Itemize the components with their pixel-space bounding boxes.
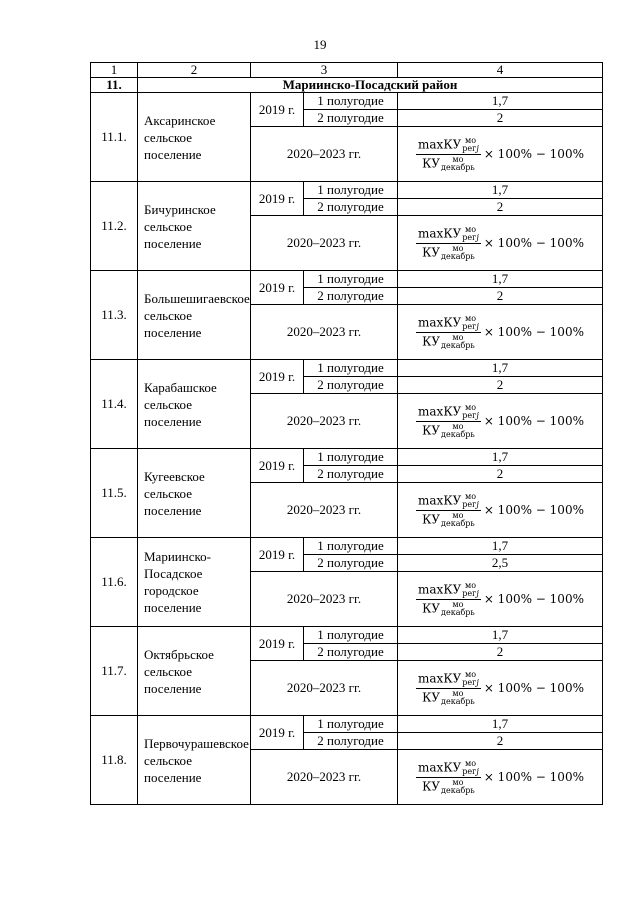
denominator-sub: декабрь xyxy=(441,785,475,795)
formula-fraction xyxy=(416,315,481,350)
value-half-1: 1,7 xyxy=(398,93,603,110)
formula xyxy=(416,671,584,706)
formula-cell xyxy=(398,750,603,805)
half-year-1: 1 полугодие xyxy=(304,538,398,555)
formula-rest: × 100% − 100% xyxy=(483,770,584,784)
period-cell: 2020–2023 гг. xyxy=(251,216,398,271)
formula-numerator xyxy=(416,404,481,422)
formula-rest: × 100% − 100% xyxy=(483,236,584,250)
denominator-sub: декабрь xyxy=(441,696,475,706)
numerator-sup: мо xyxy=(465,758,477,768)
numerator-sub: рег xyxy=(462,766,477,776)
value-half-1: 1,7 xyxy=(398,627,603,644)
numerator-base: maxКУ xyxy=(418,760,462,774)
formula-cell xyxy=(398,305,603,360)
numerator-base: maxКУ xyxy=(418,582,462,596)
section-title: Мариинско-Посадский район xyxy=(138,78,603,93)
year-cell: 2019 г. xyxy=(251,360,304,394)
formula xyxy=(416,404,584,439)
section-number: 11. xyxy=(91,78,138,93)
value-half-2: 2 xyxy=(398,288,603,305)
period-cell: 2020–2023 гг. xyxy=(251,483,398,538)
formula-cell xyxy=(398,216,603,271)
formula-fraction xyxy=(416,137,481,172)
value-half-2: 2 xyxy=(398,466,603,483)
formula xyxy=(416,493,584,528)
page-number: 19 xyxy=(313,37,327,52)
denominator-sub: декабрь xyxy=(441,607,475,617)
numerator-base: maxКУ xyxy=(418,493,462,507)
numerator-sup: мо xyxy=(465,669,477,679)
numerator-sup: мо xyxy=(465,402,477,412)
formula-fraction xyxy=(416,404,481,439)
settlement-name: Кугеевское сельское поселение xyxy=(138,449,251,538)
denominator-sub: декабрь xyxy=(441,340,475,350)
row-number: 11.2. xyxy=(91,182,138,271)
formula-cell xyxy=(398,483,603,538)
denominator-base: КУ xyxy=(422,423,441,437)
numerator-sub: рег xyxy=(462,499,477,509)
denominator-base: КУ xyxy=(422,156,441,170)
period-cell: 2020–2023 гг. xyxy=(251,305,398,360)
value-half-1: 1,7 xyxy=(398,182,603,199)
settlement-name: Октябрьское сельское поселение xyxy=(138,627,251,716)
numerator-sub: рег xyxy=(462,588,477,598)
table-row xyxy=(91,182,603,199)
denominator-sup: мо xyxy=(452,154,464,164)
tariff-table xyxy=(90,62,603,805)
half-year-1: 1 полугодие xyxy=(304,360,398,377)
numerator-sup: мо xyxy=(465,491,477,501)
numerator-base: maxКУ xyxy=(418,137,462,151)
numerator-sub-var: j xyxy=(476,410,479,420)
formula-fraction xyxy=(416,493,481,528)
numerator-sub: рег xyxy=(462,143,477,153)
half-year-1: 1 полугодие xyxy=(304,182,398,199)
formula-rest: × 100% − 100% xyxy=(483,414,584,428)
half-year-1: 1 полугодие xyxy=(304,716,398,733)
half-year-1: 1 полугодие xyxy=(304,627,398,644)
row-number: 11.6. xyxy=(91,538,138,627)
formula xyxy=(416,582,584,617)
numerator-sub: рег xyxy=(462,321,477,331)
year-cell: 2019 г. xyxy=(251,449,304,483)
period-cell: 2020–2023 гг. xyxy=(251,661,398,716)
half-year-2: 2 полугодие xyxy=(304,377,398,394)
numerator-sub-var: j xyxy=(476,232,479,242)
numerator-base: maxКУ xyxy=(418,315,462,329)
value-half-2: 2 xyxy=(398,199,603,216)
value-half-1: 1,7 xyxy=(398,716,603,733)
formula-fraction xyxy=(416,582,481,617)
formula-cell xyxy=(398,661,603,716)
numerator-base: maxКУ xyxy=(418,226,462,240)
formula-numerator xyxy=(416,493,481,511)
row-number: 11.1. xyxy=(91,93,138,182)
row-number: 11.7. xyxy=(91,627,138,716)
formula-fraction xyxy=(416,671,481,706)
half-year-2: 2 полугодие xyxy=(304,644,398,661)
value-half-2: 2 xyxy=(398,377,603,394)
settlement-name: Большешигаевское сельское поселение xyxy=(138,271,251,360)
value-half-2: 2,5 xyxy=(398,555,603,572)
year-cell: 2019 г. xyxy=(251,538,304,572)
formula-rest: × 100% − 100% xyxy=(483,592,584,606)
numerator-sup: мо xyxy=(465,224,477,234)
formula xyxy=(416,226,584,261)
section-row xyxy=(91,78,603,93)
numerator-sub-var: j xyxy=(476,321,479,331)
year-cell: 2019 г. xyxy=(251,716,304,750)
settlement-name: Первочурашевское сельское поселение xyxy=(138,716,251,805)
formula-numerator xyxy=(416,226,481,244)
denominator-sup: мо xyxy=(452,421,464,431)
denominator-base: КУ xyxy=(422,334,441,348)
denominator-sup: мо xyxy=(452,599,464,609)
table-row xyxy=(91,271,603,288)
half-year-2: 2 полугодие xyxy=(304,110,398,127)
formula xyxy=(416,137,584,172)
numerator-sub-var: j xyxy=(476,766,479,776)
denominator-base: КУ xyxy=(422,690,441,704)
settlement-name: Карабашское сельское поселение xyxy=(138,360,251,449)
formula-rest: × 100% − 100% xyxy=(483,325,584,339)
denominator-base: КУ xyxy=(422,245,441,259)
numerator-sub-var: j xyxy=(476,499,479,509)
formula-denominator xyxy=(420,600,477,617)
formula-fraction xyxy=(416,760,481,795)
denominator-base: КУ xyxy=(422,512,441,526)
period-cell: 2020–2023 гг. xyxy=(251,394,398,449)
header-col-3: 3 xyxy=(251,63,398,78)
period-cell: 2020–2023 гг. xyxy=(251,127,398,182)
formula-rest: × 100% − 100% xyxy=(483,681,584,695)
formula-numerator xyxy=(416,137,481,155)
table-row xyxy=(91,360,603,377)
formula-cell xyxy=(398,572,603,627)
numerator-sub: рег xyxy=(462,232,477,242)
header-col-4: 4 xyxy=(398,63,603,78)
table-row xyxy=(91,716,603,733)
settlement-name: Бичуринское сельское поселение xyxy=(138,182,251,271)
denominator-base: КУ xyxy=(422,601,441,615)
denominator-sup: мо xyxy=(452,777,464,787)
period-cell: 2020–2023 гг. xyxy=(251,750,398,805)
numerator-sub-var: j xyxy=(476,143,479,153)
formula-cell xyxy=(398,394,603,449)
formula-numerator xyxy=(416,315,481,333)
formula-denominator xyxy=(420,422,477,439)
half-year-1: 1 полугодие xyxy=(304,271,398,288)
header-col-1: 1 xyxy=(91,63,138,78)
half-year-1: 1 полугодие xyxy=(304,93,398,110)
value-half-2: 2 xyxy=(398,733,603,750)
period-cell: 2020–2023 гг. xyxy=(251,572,398,627)
table-row xyxy=(91,449,603,466)
numerator-sup: мо xyxy=(465,135,477,145)
row-number: 11.5. xyxy=(91,449,138,538)
formula-numerator xyxy=(416,671,481,689)
value-half-2: 2 xyxy=(398,110,603,127)
table-row xyxy=(91,538,603,555)
numerator-base: maxКУ xyxy=(418,404,462,418)
numerator-sub: рег xyxy=(462,410,477,420)
formula-rest: × 100% − 100% xyxy=(483,147,584,161)
denominator-sub: декабрь xyxy=(441,429,475,439)
half-year-1: 1 полугодие xyxy=(304,449,398,466)
half-year-2: 2 полугодие xyxy=(304,555,398,572)
value-half-1: 1,7 xyxy=(398,271,603,288)
row-number: 11.8. xyxy=(91,716,138,805)
half-year-2: 2 полугодие xyxy=(304,199,398,216)
numerator-sup: мо xyxy=(465,580,477,590)
formula-denominator xyxy=(420,689,477,706)
denominator-sub: декабрь xyxy=(441,518,475,528)
year-cell: 2019 г. xyxy=(251,93,304,127)
numerator-sup: мо xyxy=(465,313,477,323)
formula-numerator xyxy=(416,760,481,778)
denominator-sup: мо xyxy=(452,688,464,698)
formula-denominator xyxy=(420,244,477,261)
numerator-sub-var: j xyxy=(476,588,479,598)
denominator-sup: мо xyxy=(452,243,464,253)
half-year-2: 2 полугодие xyxy=(304,466,398,483)
table-row xyxy=(91,627,603,644)
row-number: 11.4. xyxy=(91,360,138,449)
denominator-sub: декабрь xyxy=(441,162,475,172)
denominator-sup: мо xyxy=(452,332,464,342)
value-half-2: 2 xyxy=(398,644,603,661)
year-cell: 2019 г. xyxy=(251,271,304,305)
half-year-2: 2 полугодие xyxy=(304,733,398,750)
half-year-2: 2 полугодие xyxy=(304,288,398,305)
formula-denominator xyxy=(420,155,477,172)
row-number: 11.3. xyxy=(91,271,138,360)
header-col-2: 2 xyxy=(138,63,251,78)
denominator-base: КУ xyxy=(422,779,441,793)
numerator-sub-var: j xyxy=(476,677,479,687)
formula-fraction xyxy=(416,226,481,261)
value-half-1: 1,7 xyxy=(398,360,603,377)
header-row xyxy=(91,63,603,78)
formula-denominator xyxy=(420,333,477,350)
formula-denominator xyxy=(420,778,477,795)
denominator-sup: мо xyxy=(452,510,464,520)
year-cell: 2019 г. xyxy=(251,627,304,661)
formula xyxy=(416,760,584,795)
settlement-name: Мариинско-Посадское городское поселение xyxy=(138,538,251,627)
settlement-name: Аксаринское сельское поселение xyxy=(138,93,251,182)
numerator-base: maxКУ xyxy=(418,671,462,685)
value-half-1: 1,7 xyxy=(398,449,603,466)
denominator-sub: декабрь xyxy=(441,251,475,261)
table-row xyxy=(91,93,603,110)
formula-denominator xyxy=(420,511,477,528)
formula xyxy=(416,315,584,350)
formula-numerator xyxy=(416,582,481,600)
value-half-1: 1,7 xyxy=(398,538,603,555)
formula-rest: × 100% − 100% xyxy=(483,503,584,517)
year-cell: 2019 г. xyxy=(251,182,304,216)
numerator-sub: рег xyxy=(462,677,477,687)
formula-cell xyxy=(398,127,603,182)
